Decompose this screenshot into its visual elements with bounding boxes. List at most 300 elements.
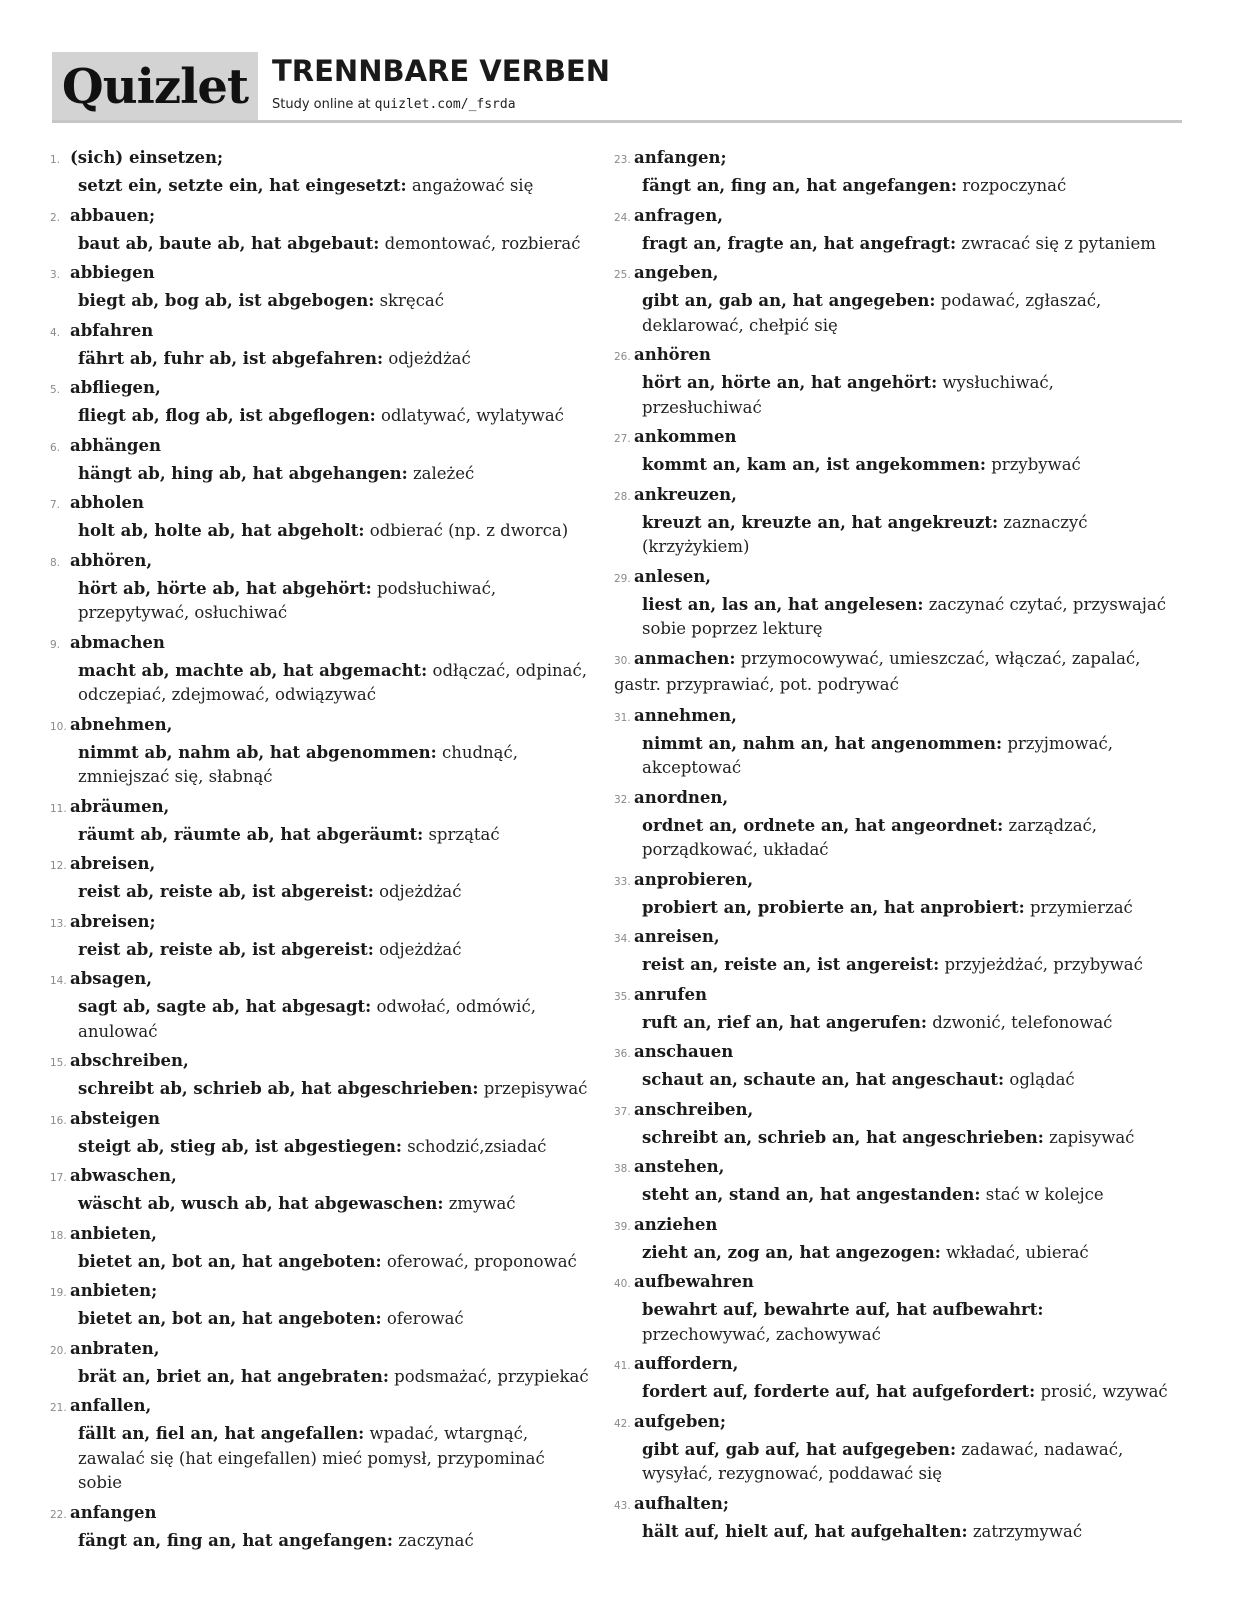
entry-term: aufbewahren xyxy=(634,1272,754,1291)
entry-translation: wpadać, wtargnąć, zawalać się (hat eingefallen) mieć pomysł, przypominać sobie xyxy=(78,1424,545,1492)
entry-number: 43. xyxy=(614,1499,631,1512)
entry-term: anprobieren, xyxy=(634,869,754,889)
entry-forms: reist ab, reiste ab, ist abgereist: xyxy=(78,939,374,959)
entry-definition xyxy=(614,1298,1174,1347)
entry-forms: fragt an, fragte an, hat angefragt: xyxy=(642,233,957,253)
entry-forms: hängt ab, hing ab, hat abgehangen: xyxy=(78,463,408,483)
vocab-entry xyxy=(50,259,590,314)
entry-term: abbauen; xyxy=(70,205,156,225)
entry-forms: schaut an, schaute an, hat angeschaut: xyxy=(642,1070,1005,1089)
entry-number: 8. xyxy=(50,556,61,569)
entry-translation: sprzątać xyxy=(428,824,500,844)
entry-number: 34. xyxy=(614,933,631,945)
entry-term-line xyxy=(614,259,1174,287)
entry-number: 21. xyxy=(50,1402,67,1414)
entry-number: 5. xyxy=(50,384,61,396)
entry-forms: ruft an, rief an, hat angerufen: xyxy=(642,1012,927,1032)
entry-term-line xyxy=(50,1392,590,1420)
entry-translation: zaznaczyć (krzyżykiem) xyxy=(642,512,1088,556)
entry-number: 6. xyxy=(50,441,61,454)
entry-definition xyxy=(614,1011,1174,1036)
entry-term-line xyxy=(614,923,1174,951)
entry-translation: przyjmować, akceptować xyxy=(642,733,1113,777)
entry-translation: chudnąć, zmniejszać się, słabnąć xyxy=(78,742,518,786)
entry-definition xyxy=(614,814,1174,863)
entry-term: aufgeben; xyxy=(634,1411,726,1431)
entry-translation: angażować się xyxy=(411,176,534,195)
entry-translation: wkładać, ubierać xyxy=(946,1242,1089,1262)
entry-forms: bietet an, bot an, hat angeboten: xyxy=(78,1251,382,1271)
entry-forms: probiert an, probierte an, hat anprobiert: xyxy=(642,897,1025,917)
entry-term: anfallen, xyxy=(70,1396,152,1415)
entry-term: abfliegen, xyxy=(70,378,161,397)
vocab-entry xyxy=(50,1220,590,1275)
entry-definition xyxy=(614,1438,1174,1487)
entry-term-line xyxy=(50,1105,590,1133)
entry-forms: wäscht ab, wusch ab, hat abgewaschen: xyxy=(78,1194,444,1213)
entry-term-line xyxy=(50,144,590,172)
entry-number: 14. xyxy=(50,975,67,987)
entry-forms: fängt an, fing an, hat angefangen: xyxy=(78,1530,393,1550)
entry-term: abbiegen xyxy=(70,263,155,282)
entry-term-line xyxy=(614,1350,1174,1378)
entry-number: 32. xyxy=(614,793,631,806)
vocab-entry xyxy=(50,1335,590,1390)
entry-definition xyxy=(614,1520,1174,1545)
entry-number: 27. xyxy=(614,433,631,445)
quizlet-logo xyxy=(52,52,258,122)
entry-term: absagen, xyxy=(70,969,152,988)
vocab-entry xyxy=(50,908,590,963)
entry-translation: przyjeżdżać, przybywać xyxy=(944,955,1143,974)
entry-forms: nimmt ab, nahm ab, hat abgenommen: xyxy=(78,742,437,762)
entry-number: 24. xyxy=(614,211,631,224)
entry-term-line xyxy=(614,1490,1174,1518)
entry-definition xyxy=(50,659,590,708)
entry-term: anfragen, xyxy=(634,205,723,225)
entry-term: anbraten, xyxy=(70,1338,160,1358)
vocab-entry xyxy=(614,923,1174,978)
entry-term-line xyxy=(614,1211,1174,1239)
entry-forms: zieht an, zog an, hat angezogen: xyxy=(642,1242,941,1262)
vocab-entry xyxy=(614,144,1174,199)
entry-forms: fliegt ab, flog ab, ist abgeflogen: xyxy=(78,406,376,425)
entry-term-line xyxy=(50,1162,590,1190)
entry-term-line xyxy=(50,850,590,878)
entry-number: 37. xyxy=(614,1105,631,1118)
entry-number: 41. xyxy=(614,1360,631,1372)
entry-translation: przepisywać xyxy=(483,1079,588,1098)
entry-number: 19. xyxy=(50,1287,67,1299)
entry-forms: steht an, stand an, hat angestanden: xyxy=(642,1185,981,1204)
entry-definition xyxy=(614,174,1174,199)
entry-definition xyxy=(50,823,590,848)
entry-number: 42. xyxy=(614,1417,631,1430)
entry-term: abfahren xyxy=(70,320,154,340)
entry-term: abreisen, xyxy=(70,854,156,873)
entry-forms: reist ab, reiste ab, ist abgereist: xyxy=(78,882,374,901)
entry-translation: odlatywać, wylatywać xyxy=(380,406,564,425)
vocab-entry xyxy=(614,1211,1174,1266)
entry-term: anreisen, xyxy=(634,927,720,946)
entry-number: 35. xyxy=(614,990,631,1003)
entry-term-line xyxy=(50,374,590,402)
entry-forms: fällt an, fiel an, hat angefallen: xyxy=(78,1424,365,1443)
entry-forms: kreuzt an, kreuzte an, hat angekreuzt: xyxy=(642,512,999,532)
entry-definition xyxy=(50,404,590,429)
vocab-entry xyxy=(614,481,1174,560)
entry-forms: reist an, reiste an, ist angereist: xyxy=(642,955,940,974)
subtitle-prefix: Study online at xyxy=(272,97,371,112)
vocab-entry xyxy=(614,202,1174,257)
subtitle-url: quizlet.com/_fsrda xyxy=(374,97,516,112)
entry-term-line xyxy=(50,793,590,821)
left-column xyxy=(50,144,590,1556)
entry-term-line xyxy=(614,202,1174,230)
entry-forms: liest an, las an, hat angelesen: xyxy=(642,594,924,614)
entry-term-line xyxy=(614,1038,1174,1066)
entry-term: abnehmen, xyxy=(70,714,173,734)
vocab-entry xyxy=(614,1350,1174,1405)
entry-term: abhören, xyxy=(70,550,153,570)
entry-definition xyxy=(50,880,590,905)
entry-definition xyxy=(50,232,590,257)
entry-definition xyxy=(50,519,590,544)
entry-number: 20. xyxy=(50,1344,67,1357)
entry-term: anrufen xyxy=(634,984,707,1004)
entry-number: 1. xyxy=(50,154,61,166)
entry-term: anschauen xyxy=(634,1042,734,1061)
entry-definition xyxy=(50,741,590,790)
entry-term: anfangen xyxy=(70,1502,157,1522)
entry-number: 26. xyxy=(614,351,631,363)
entry-term-line xyxy=(614,866,1174,894)
entry-definition xyxy=(614,1126,1174,1151)
entry-term-line xyxy=(50,489,590,517)
entry-number: 9. xyxy=(50,638,61,651)
entry-definition xyxy=(50,1192,590,1217)
entry-term: ankommen xyxy=(634,427,737,446)
entry-term-line xyxy=(50,965,590,993)
entry-forms: hält auf, hielt auf, hat aufgehalten: xyxy=(642,1521,968,1541)
vocab-entry xyxy=(614,702,1174,781)
vocab-entry xyxy=(50,629,590,708)
entry-term-line xyxy=(614,981,1174,1009)
entry-term: abholen xyxy=(70,493,144,512)
vocab-entry xyxy=(50,1277,590,1332)
entry-term-line xyxy=(614,481,1174,509)
vocab-entry xyxy=(614,563,1174,642)
entry-term: abhängen xyxy=(70,435,161,455)
entry-number: 31. xyxy=(614,711,631,724)
entry-definition xyxy=(50,938,590,963)
entry-term-line xyxy=(50,547,590,575)
entry-term-line xyxy=(50,1499,590,1527)
entry-forms: baut ab, baute ab, hat abgebaut: xyxy=(78,233,380,253)
entry-definition xyxy=(50,1077,590,1102)
entry-definition xyxy=(614,1068,1174,1093)
entry-number: 12. xyxy=(50,860,67,872)
entry-term-line xyxy=(614,1268,1174,1296)
entry-number: 4. xyxy=(50,326,61,339)
entry-term: anmachen: xyxy=(634,648,736,668)
entry-term: anhören xyxy=(634,345,711,364)
entry-forms: schreibt an, schrieb an, hat angeschrieben: xyxy=(642,1127,1044,1147)
entry-term: abmachen xyxy=(70,632,165,652)
entry-number: 40. xyxy=(614,1278,631,1290)
entry-term: aufhalten; xyxy=(634,1493,729,1513)
entry-definition xyxy=(50,995,590,1044)
entry-translation: zaczynać xyxy=(398,1530,474,1550)
entry-number: 18. xyxy=(50,1229,67,1242)
right-column xyxy=(614,144,1174,1547)
entry-forms: fordert auf, forderte auf, hat aufgefordert: xyxy=(642,1382,1036,1401)
entry-translation: oferować, proponować xyxy=(386,1251,577,1271)
entry-definition xyxy=(614,1241,1174,1266)
vocab-entry xyxy=(50,374,590,429)
vocab-entry xyxy=(50,1047,590,1102)
entry-translation: podawać, zgłaszać, deklarować, chełpić się xyxy=(642,291,1102,335)
entry-term-line xyxy=(50,711,590,739)
entry-translation: rozpoczynać xyxy=(962,176,1067,195)
entry-definition xyxy=(50,1135,590,1160)
entry-translation: zaczynać czytać, przyswajać sobie poprzez lekturę xyxy=(642,594,1166,638)
entry-forms: gibt auf, gab auf, hat aufgegeben: xyxy=(642,1439,957,1459)
vocab-entry xyxy=(50,965,590,1044)
entry-definition xyxy=(614,953,1174,978)
entry-definition xyxy=(50,462,590,487)
vocab-entry xyxy=(614,866,1174,921)
vocab-entry xyxy=(614,423,1174,478)
entry-translation: stać w kolejce xyxy=(985,1185,1104,1204)
entry-term-line xyxy=(614,563,1174,591)
entry-number: 29. xyxy=(614,572,631,585)
entry-translation: odwołać, odmówić, anulować xyxy=(78,997,536,1041)
entry-translation: oferować xyxy=(386,1309,464,1328)
vocab-entry xyxy=(50,489,590,544)
entry-forms: nimmt an, nahm an, hat angenommen: xyxy=(642,733,1003,753)
entry-translation: podsmażać, przypiekać xyxy=(394,1366,589,1386)
entry-number: 23. xyxy=(614,154,631,166)
entry-term-line xyxy=(50,1335,590,1363)
entry-term-line xyxy=(614,702,1174,730)
entry-term-line xyxy=(50,1277,590,1305)
entry-translation: odbierać (np. z dworca) xyxy=(369,521,569,540)
vocab-entry xyxy=(614,1153,1174,1208)
entry-term: (sich) einsetzen; xyxy=(70,148,224,167)
entry-term-line xyxy=(50,629,590,657)
vocab-entry xyxy=(50,547,590,626)
entry-forms: brät an, briet an, hat angebraten: xyxy=(78,1366,389,1386)
entry-forms: holt ab, holte ab, hat abgeholt: xyxy=(78,521,365,540)
entry-term-line xyxy=(614,1153,1174,1181)
entry-number: 36. xyxy=(614,1048,631,1060)
entry-term: absteigen xyxy=(70,1108,160,1128)
entry-term: abräumen, xyxy=(70,796,170,816)
entry-number: 28. xyxy=(614,490,631,503)
entry-term: anordnen, xyxy=(634,787,729,807)
entry-definition xyxy=(614,453,1174,478)
entry-term-line xyxy=(614,341,1174,369)
vocab-entry xyxy=(614,981,1174,1036)
entry-translation: zadawać, nadawać, wysyłać, rezygnować, poddawać się xyxy=(642,1439,1124,1483)
entry-number: 39. xyxy=(614,1220,631,1233)
entry-definition xyxy=(614,896,1174,921)
entry-term: auffordern, xyxy=(634,1354,739,1373)
entry-forms: räumt ab, räumte ab, hat abgeräumt: xyxy=(78,824,424,844)
entry-forms: kommt an, kam an, ist angekommen: xyxy=(642,455,986,474)
entry-number: 3. xyxy=(50,269,61,281)
entry-definition xyxy=(614,1183,1174,1208)
entry-definition xyxy=(50,174,590,199)
vocab-entry xyxy=(614,784,1174,863)
entry-term-line xyxy=(50,1047,590,1075)
vocab-entry xyxy=(50,1499,590,1554)
entry-forms: fährt ab, fuhr ab, ist abgefahren: xyxy=(78,348,384,368)
entry-forms: fängt an, fing an, hat angefangen: xyxy=(642,176,957,195)
entry-term-line xyxy=(614,645,1174,698)
page-header xyxy=(52,52,1182,124)
vocab-entry xyxy=(614,1490,1174,1545)
entry-term: anlesen, xyxy=(634,566,711,586)
entry-term: anziehen xyxy=(634,1214,718,1234)
entry-definition xyxy=(50,1529,590,1554)
vocab-entry xyxy=(50,432,590,487)
entry-forms: hört ab, hörte ab, hat abgehört: xyxy=(78,578,372,598)
entry-number: 33. xyxy=(614,875,631,888)
entry-number: 17. xyxy=(50,1172,67,1184)
entry-number: 25. xyxy=(614,269,631,281)
entry-forms: setzt ein, setzte ein, hat eingesetzt: xyxy=(78,176,407,195)
entry-term: anschreiben, xyxy=(634,1099,754,1119)
entry-translation: przymierzać xyxy=(1029,897,1133,917)
entry-definition xyxy=(50,1365,590,1390)
vocab-entry xyxy=(614,259,1174,338)
vocab-entry xyxy=(614,1408,1174,1487)
vocab-entry xyxy=(614,341,1174,420)
entry-translation: zapisywać xyxy=(1049,1127,1135,1147)
entry-translation: zmywać xyxy=(448,1194,516,1213)
entry-number: 10. xyxy=(50,720,67,733)
header-divider xyxy=(52,120,1182,123)
page-title: TRENNBARE VERBEN xyxy=(272,54,611,88)
entry-term: ankreuzen, xyxy=(634,484,737,504)
entry-definition xyxy=(50,1250,590,1275)
entry-translation: dzwonić, telefonować xyxy=(932,1012,1113,1032)
entry-translation: przymocowywać, umieszczać, włączać, zapalać, gastr. przyprawiać, pot. podrywać xyxy=(614,648,1141,694)
entry-translation: oglądać xyxy=(1009,1070,1075,1089)
entry-forms: gibt an, gab an, hat angegeben: xyxy=(642,291,936,310)
entry-translation: podsłuchiwać, przepytywać, osłuchiwać xyxy=(78,578,497,622)
entry-definition xyxy=(614,1380,1174,1405)
entry-translation: zwracać się z pytaniem xyxy=(961,233,1156,253)
entry-term-line xyxy=(50,908,590,936)
entry-translation: wysłuchiwać, przesłuchiwać xyxy=(642,373,1054,417)
entry-term: angeben, xyxy=(634,263,719,282)
vocab-entry xyxy=(614,1038,1174,1093)
logo-text: Quizlet xyxy=(61,59,249,115)
entry-number: 2. xyxy=(50,211,61,224)
vocab-entry xyxy=(614,1096,1174,1151)
entry-translation: odjeżdżać xyxy=(379,882,462,901)
vocab-entry xyxy=(50,202,590,257)
entry-number: 15. xyxy=(50,1057,67,1069)
entry-term-line xyxy=(614,144,1174,172)
entry-term-line xyxy=(614,1096,1174,1124)
entry-number: 38. xyxy=(614,1163,631,1175)
entry-definition xyxy=(614,232,1174,257)
entry-number: 22. xyxy=(50,1508,67,1521)
entry-forms: hört an, hörte an, hat angehört: xyxy=(642,373,938,392)
vocab-entry xyxy=(614,645,1174,698)
entry-translation: zarządzać, porządkować, układać xyxy=(642,815,1098,859)
entry-definition xyxy=(614,289,1174,338)
vocab-entry xyxy=(50,1392,590,1496)
entry-forms: ordnet an, ordnete an, hat angeordnet: xyxy=(642,815,1004,835)
entry-definition xyxy=(614,732,1174,781)
page-subtitle xyxy=(272,97,516,112)
entry-translation: zatrzymywać xyxy=(972,1521,1083,1541)
entry-term-line xyxy=(614,784,1174,812)
entry-term-line xyxy=(50,259,590,287)
entry-definition xyxy=(614,371,1174,420)
vocab-entry xyxy=(614,1268,1174,1347)
entry-term: anbieten, xyxy=(70,1223,157,1243)
entry-translation: zależeć xyxy=(412,463,475,483)
entry-forms: schreibt ab, schrieb ab, hat abgeschrieben: xyxy=(78,1079,479,1098)
entry-translation: odjeżdżać xyxy=(388,348,471,368)
entry-forms: bietet an, bot an, hat angeboten: xyxy=(78,1309,382,1328)
entry-term: abwaschen, xyxy=(70,1166,177,1185)
entry-definition xyxy=(614,593,1174,642)
entry-translation: prosić, wzywać xyxy=(1040,1382,1168,1401)
entry-definition xyxy=(50,289,590,314)
entry-term: anfangen; xyxy=(634,148,727,167)
entry-number: 11. xyxy=(50,802,67,815)
entry-definition xyxy=(50,1422,590,1496)
entry-forms: steigt ab, stieg ab, ist abgestiegen: xyxy=(78,1136,402,1156)
entry-forms: biegt ab, bog ab, ist abgebogen: xyxy=(78,291,375,310)
vocab-entry xyxy=(50,1162,590,1217)
entry-definition xyxy=(50,1307,590,1332)
entry-forms: bewahrt auf, bewahrte auf, hat aufbewahrt: xyxy=(642,1300,1044,1319)
entry-term: annehmen, xyxy=(634,705,737,725)
vocab-entry xyxy=(50,317,590,372)
entry-term: abreisen; xyxy=(70,911,156,931)
vocab-entry xyxy=(50,144,590,199)
entry-definition xyxy=(614,511,1174,560)
entry-translation: skręcać xyxy=(379,291,445,310)
entry-definition xyxy=(50,577,590,626)
entry-term-line xyxy=(614,423,1174,451)
entry-term-line xyxy=(50,202,590,230)
entry-forms: macht ab, machte ab, hat abgemacht: xyxy=(78,660,428,680)
entry-definition xyxy=(50,347,590,372)
entry-term-line xyxy=(50,1220,590,1248)
entry-forms: sagt ab, sagte ab, hat abgesagt: xyxy=(78,997,372,1016)
entry-translation: odjeżdżać xyxy=(379,939,462,959)
vocab-entry xyxy=(50,1105,590,1160)
entry-translation: przechowywać, zachowywać xyxy=(642,1324,881,1344)
entry-translation: schodzić,zsiadać xyxy=(407,1136,547,1156)
entry-number: 7. xyxy=(50,499,61,511)
entry-term-line xyxy=(614,1408,1174,1436)
entry-term: anstehen, xyxy=(634,1157,725,1176)
entry-translation: odłączać, odpinać, odczepiać, zdejmować, odwiązywać xyxy=(78,660,588,704)
entry-term-line xyxy=(50,432,590,460)
vocab-entry xyxy=(50,711,590,790)
entry-term: abschreiben, xyxy=(70,1051,189,1070)
